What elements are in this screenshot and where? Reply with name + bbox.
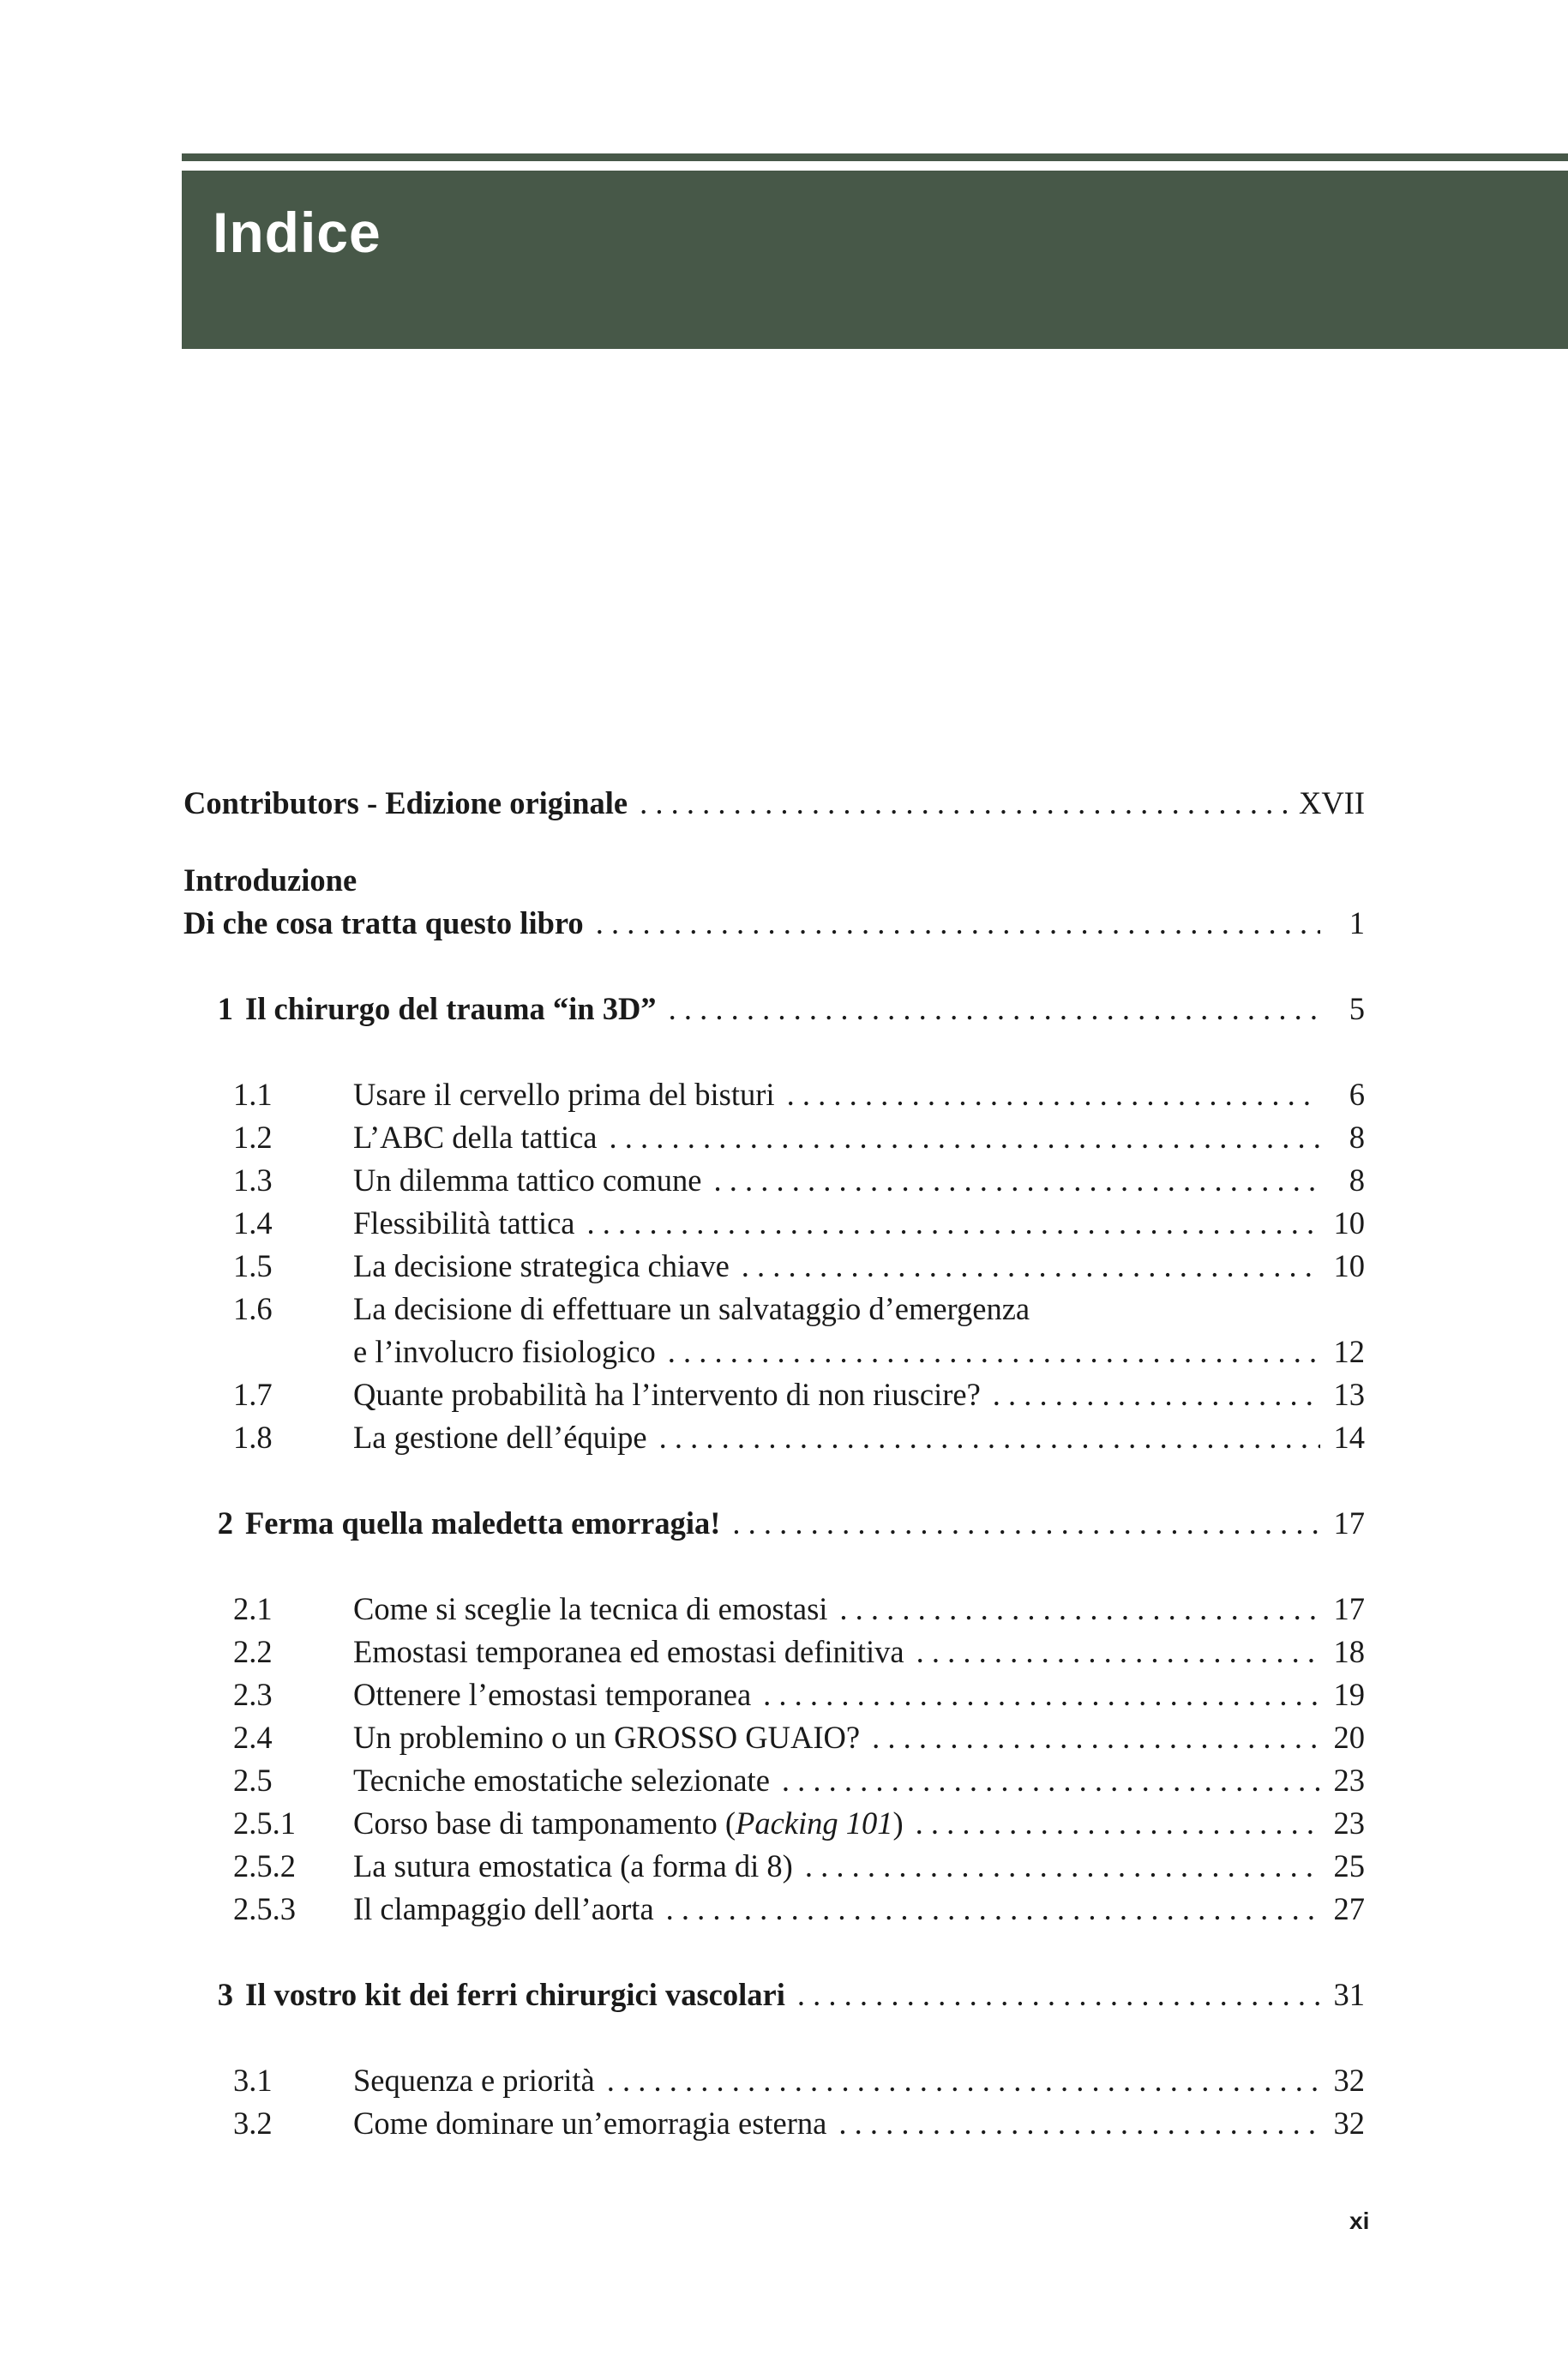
section-title-start: Corso base di tamponamento ( (353, 1805, 736, 1841)
section-number: 2.5.3 (233, 1891, 296, 1926)
leader-dots (993, 1376, 1320, 1413)
leader-dots (797, 1976, 1320, 2013)
leader-dots (732, 1505, 1320, 1541)
toc-section-1-3[interactable] (183, 1162, 1365, 1205)
leader-dots (669, 990, 1320, 1027)
section-number: 1.2 (233, 1120, 273, 1155)
toc-entry-contributors[interactable] (183, 784, 1365, 827)
toc-section-3-2[interactable] (183, 2105, 1365, 2148)
leader-dots (839, 1590, 1320, 1627)
chapter-title: Il chirurgo del trauma “in 3D” (245, 991, 657, 1026)
leader-dots (607, 2062, 1320, 2099)
section-page: 23 (1333, 1763, 1365, 1798)
section-title: Un dilemma tattico comune (353, 1162, 702, 1198)
section-title: Tecniche emostatiche selezionate (353, 1763, 770, 1798)
toc-section-1-6[interactable] (183, 1290, 1365, 1333)
toc-section-1-6-continued[interactable] (183, 1333, 1365, 1376)
chapter-page: 31 (1333, 1977, 1365, 2012)
chapter-title: Ferma quella maledetta emorragia! (245, 1505, 721, 1541)
leader-dots (668, 1333, 1320, 1370)
header-band (182, 171, 1568, 349)
leader-dots (610, 1119, 1321, 1156)
leader-dots (782, 1762, 1320, 1799)
section-number: 1.5 (233, 1248, 273, 1283)
chapter-title: Il vostro kit dei ferri chirurgici vascolari (245, 1977, 785, 2012)
leader-dots (787, 1076, 1320, 1113)
chapter-page: 5 (1349, 991, 1365, 1026)
toc-section-1-2[interactable] (183, 1119, 1365, 1162)
toc-section-1-1[interactable] (183, 1076, 1365, 1119)
table-of-contents (183, 784, 1365, 2148)
leader-dots (587, 1205, 1321, 1241)
section-number: 1.1 (233, 1077, 273, 1112)
section-page: 19 (1333, 1677, 1365, 1712)
toc-entry-page: XVII (1298, 785, 1365, 820)
section-page: 27 (1333, 1891, 1365, 1926)
section-title: Come dominare un’emorragia esterna (353, 2106, 827, 2141)
section-page: 12 (1333, 1334, 1365, 1369)
section-page: 10 (1333, 1205, 1365, 1241)
section-number: 2.4 (233, 1720, 273, 1755)
section-number: 3.2 (233, 2106, 273, 2141)
chapter-number: 1 (217, 991, 233, 1026)
section-page: 8 (1349, 1162, 1365, 1198)
section-number: 1.3 (233, 1162, 273, 1198)
toc-section-2-5[interactable] (183, 1762, 1365, 1805)
toc-section-1-8[interactable] (183, 1419, 1365, 1462)
section-title: La gestione dell’équipe (353, 1420, 647, 1455)
section-number: 2.5.2 (233, 1848, 296, 1883)
page-number: xi (1349, 2208, 1370, 2234)
leader-dots (742, 1247, 1320, 1284)
section-page: 8 (1349, 1120, 1365, 1155)
leader-dots (713, 1162, 1320, 1199)
section-number: 1.6 (233, 1291, 273, 1326)
toc-section-2-1[interactable] (183, 1590, 1365, 1633)
section-page: 13 (1333, 1377, 1365, 1412)
leader-dots (596, 904, 1320, 941)
section-title: L’ABC della tattica (353, 1120, 598, 1155)
toc-section-1-4[interactable] (183, 1205, 1365, 1247)
section-number: 1.8 (233, 1420, 273, 1455)
section-number: 1.7 (233, 1377, 273, 1412)
section-title: La decisione di effettuare un salvataggio d’emergenza (353, 1291, 1030, 1326)
toc-entry-intro[interactable] (183, 904, 1365, 947)
section-title: Flessibilità tattica (353, 1205, 575, 1241)
leader-dots (805, 1847, 1320, 1884)
section-title: Quante probabilità ha l’intervento di non riuscire? (353, 1377, 981, 1412)
section-title-italic: Packing 101 (736, 1805, 893, 1841)
toc-section-2-4[interactable] (183, 1719, 1365, 1762)
leader-dots (659, 1419, 1320, 1456)
toc-section-1-7[interactable] (183, 1376, 1365, 1419)
toc-entry-label: Di che cosa tratta questo libro (183, 905, 584, 940)
toc-section-3-1[interactable] (183, 2062, 1365, 2105)
section-number: 2.2 (233, 1634, 273, 1669)
section-page: 18 (1333, 1634, 1365, 1669)
leader-dots (916, 1805, 1320, 1841)
section-page: 32 (1333, 2106, 1365, 2141)
section-page: 23 (1333, 1805, 1365, 1841)
toc-entry-page: 1 (1349, 905, 1365, 940)
chapter-page: 17 (1333, 1505, 1365, 1541)
chapter-number: 3 (217, 1977, 233, 2012)
section-title: La decisione strategica chiave (353, 1248, 730, 1283)
toc-section-2-5-2[interactable] (183, 1847, 1365, 1890)
section-page: 25 (1333, 1848, 1365, 1883)
leader-dots (872, 1719, 1320, 1756)
toc-section-2-2[interactable] (183, 1633, 1365, 1676)
toc-chapter-1[interactable] (183, 990, 1365, 1033)
page-title: Indice (213, 201, 381, 264)
leader-dots (640, 784, 1292, 821)
section-page: 17 (1333, 1591, 1365, 1626)
header-rule (182, 153, 1568, 161)
toc-heading-introduzione (183, 862, 1365, 904)
section-number: 3.1 (233, 2063, 273, 2098)
section-number: 2.1 (233, 1591, 273, 1626)
toc-entry-label: Contributors - Edizione originale (183, 785, 628, 820)
leader-dots (838, 2105, 1320, 2142)
section-title-end: ) (892, 1805, 904, 1841)
section-page: 32 (1333, 2063, 1365, 2098)
section-page: 6 (1349, 1077, 1365, 1112)
section-number: 2.3 (233, 1677, 273, 1712)
toc-section-1-5[interactable] (183, 1247, 1365, 1290)
section-title: La sutura emostatica (a forma di 8) (353, 1848, 793, 1883)
leader-dots (916, 1633, 1320, 1670)
leader-dots (666, 1890, 1320, 1927)
section-title-continued: e l’involucro fisiologico (353, 1334, 656, 1369)
section-title: Emostasi temporanea ed emostasi definitiva (353, 1634, 904, 1669)
toc-section-2-5-1[interactable] (183, 1805, 1365, 1847)
section-title: Un problemino o un GROSSO GUAIO? (353, 1720, 861, 1755)
section-page: 10 (1333, 1248, 1365, 1283)
section-number: 2.5.1 (233, 1805, 296, 1841)
section-title: Il clampaggio dell’aorta (353, 1891, 654, 1926)
section-number: 2.5 (233, 1763, 273, 1798)
section-number: 1.4 (233, 1205, 273, 1241)
toc-section-2-5-3[interactable] (183, 1890, 1365, 1933)
section-page: 14 (1333, 1420, 1365, 1455)
section-title: Usare il cervello prima del bisturi (353, 1077, 775, 1112)
section-page: 20 (1333, 1720, 1365, 1755)
toc-section-2-3[interactable] (183, 1676, 1365, 1719)
section-title: Sequenza e priorità (353, 2063, 595, 2098)
toc-heading-label: Introduzione (183, 862, 357, 898)
toc-chapter-2[interactable] (183, 1505, 1365, 1547)
chapter-number: 2 (217, 1505, 233, 1541)
toc-chapter-3[interactable] (183, 1976, 1365, 2019)
section-title: Ottenere l’emostasi temporanea (353, 1677, 752, 1712)
section-title (353, 1805, 904, 1841)
section-title: Come si sceglie la tecnica di emostasi (353, 1591, 828, 1626)
leader-dots (763, 1676, 1320, 1713)
